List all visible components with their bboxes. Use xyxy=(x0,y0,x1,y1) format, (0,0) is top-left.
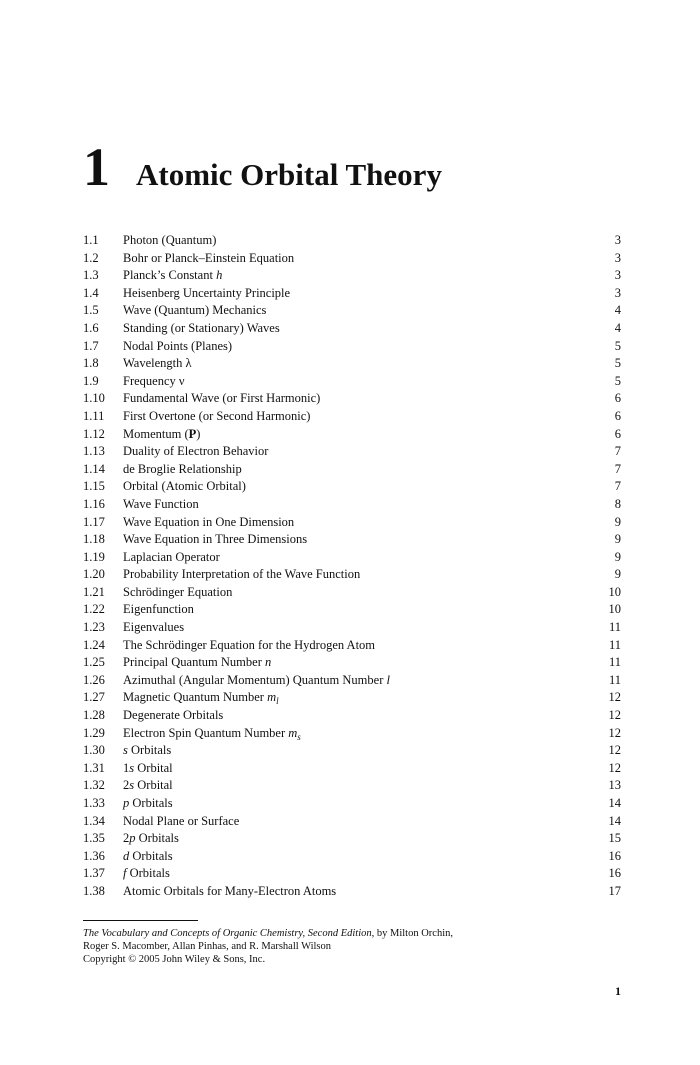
toc-page-number: 5 xyxy=(614,373,621,388)
toc-title-fragment: Wave Equation in Three Dimensions xyxy=(123,532,308,547)
toc-entry xyxy=(83,390,621,408)
toc-section-title xyxy=(123,250,591,268)
authors-line-1: , by Milton Orchin, xyxy=(371,928,454,939)
toc-section-number: 1.30 xyxy=(83,743,105,758)
toc-section-number: 1.1 xyxy=(83,233,99,247)
toc-section-number: 1.20 xyxy=(83,567,105,582)
toc-page-number: 11 xyxy=(608,637,621,652)
toc-page-number: 12 xyxy=(608,690,621,705)
toc-section-number: 1.21 xyxy=(83,584,105,599)
toc-title-fragment: s xyxy=(297,731,301,742)
toc-section-number: 1.2 xyxy=(83,250,99,265)
toc-page-number: 9 xyxy=(614,532,621,547)
toc-page-number: 12 xyxy=(608,725,621,740)
toc-title-fragment: Orbital xyxy=(134,760,173,775)
toc-title-fragment: p xyxy=(123,796,130,810)
toc-entry xyxy=(83,777,621,795)
toc-section-number: 1.38 xyxy=(83,883,105,898)
toc-section-number: 1.10 xyxy=(83,391,105,406)
toc-section-title xyxy=(123,830,591,848)
toc-section-title xyxy=(123,232,591,250)
toc-page-number: 16 xyxy=(608,848,621,863)
toc-title-fragment: Wave Equation in One Dimension xyxy=(123,514,295,529)
toc-title-fragment: s xyxy=(129,760,135,775)
toc-page-number: 14 xyxy=(608,813,621,828)
toc-title-fragment: Laplacian Operator xyxy=(123,549,220,564)
toc-section-title xyxy=(123,777,591,795)
toc-entry xyxy=(83,373,621,391)
toc-entry xyxy=(83,531,621,549)
toc-section-title xyxy=(123,478,591,496)
toc-title-fragment: Atomic Orbitals for Many-Electron Atoms xyxy=(123,883,337,898)
toc-section-title xyxy=(123,654,591,672)
toc-section-title xyxy=(123,408,591,426)
toc-section-title xyxy=(123,443,591,461)
toc-section-title xyxy=(123,760,591,778)
toc-page-number: 16 xyxy=(608,866,621,881)
toc-section-title xyxy=(123,373,591,391)
toc-entry xyxy=(83,496,621,514)
toc-entry xyxy=(83,672,621,690)
toc-section-number: 1.18 xyxy=(83,532,105,547)
book-edition: Second Edition xyxy=(307,928,372,939)
toc-title-fragment: Degenerate Orbitals xyxy=(123,708,224,723)
toc-title-fragment: Azimuthal (Angular Momentum) Quantum Number xyxy=(123,672,387,687)
toc-section-number: 1.7 xyxy=(83,338,99,353)
toc-entry xyxy=(83,760,621,778)
toc-entry xyxy=(83,637,621,655)
toc-entry xyxy=(83,619,621,637)
toc-page-number: 4 xyxy=(614,320,621,335)
toc-section-number: 1.9 xyxy=(83,373,99,388)
toc-section-title xyxy=(123,883,591,901)
toc-section-number: 1.24 xyxy=(83,637,105,652)
toc-section-number: 1.26 xyxy=(83,672,105,687)
toc-section-number: 1.23 xyxy=(83,620,105,635)
toc-entry xyxy=(83,302,621,320)
toc-page-number: 17 xyxy=(608,883,621,898)
toc-title-fragment: Orbital xyxy=(134,778,173,793)
toc-page-number: 7 xyxy=(614,444,621,459)
toc-title-fragment: de Broglie Relationship xyxy=(123,461,242,476)
toc-page-number: 12 xyxy=(608,743,621,758)
toc-section-title xyxy=(123,742,591,760)
toc-title-fragment: p xyxy=(129,831,136,846)
toc-section-number: 1.33 xyxy=(83,796,105,810)
toc-title-fragment: Magnetic Quantum Number xyxy=(123,690,268,705)
toc-entry xyxy=(83,689,621,707)
book-title: The Vocabulary and Concepts of Organic Chemistry, xyxy=(83,928,306,939)
toc-section-title xyxy=(123,848,591,866)
toc-section-number: 1.31 xyxy=(83,760,105,775)
toc-page-number: 11 xyxy=(608,672,621,687)
toc-section-number: 1.27 xyxy=(83,690,105,705)
toc-section-title xyxy=(123,619,591,637)
toc-page-number: 10 xyxy=(608,602,621,617)
toc-title-fragment: Frequency ν xyxy=(123,373,185,388)
toc-section-number: 1.28 xyxy=(83,708,105,723)
copyright-line: Copyright © 2005 John Wiley & Sons, Inc. xyxy=(83,954,266,965)
toc-title-fragment: s xyxy=(123,743,128,758)
toc-entry xyxy=(83,601,621,619)
toc-page-number: 13 xyxy=(608,778,621,793)
toc-title-fragment: Planck’s Constant xyxy=(123,268,217,283)
toc-title-fragment: The Schrödinger Equation for the Hydrogen Atom xyxy=(123,637,376,652)
toc-section-title xyxy=(123,689,591,707)
toc-section-number: 1.34 xyxy=(83,813,105,828)
toc-section-number: 1.37 xyxy=(83,866,105,881)
toc-entry xyxy=(83,725,621,743)
toc-page-number: 4 xyxy=(614,303,621,318)
toc-section-number: 1.11 xyxy=(83,408,105,423)
toc-section-number: 1.3 xyxy=(83,268,99,283)
toc-section-title xyxy=(123,566,591,584)
toc-section-title xyxy=(123,496,591,514)
toc-section-title xyxy=(123,813,591,831)
toc-page-number: 11 xyxy=(608,655,621,670)
toc-section-title xyxy=(123,707,591,725)
toc-entry xyxy=(83,865,621,883)
toc-title-fragment: f xyxy=(123,866,127,881)
chapter-heading xyxy=(83,137,442,197)
page-number: 1 xyxy=(615,984,621,998)
toc-entry xyxy=(83,478,621,496)
toc-page-number: 7 xyxy=(614,479,621,494)
toc-page-number: 14 xyxy=(608,796,621,810)
toc-title-fragment: h xyxy=(216,268,223,283)
toc-section-number: 1.25 xyxy=(83,655,105,670)
toc-section-title xyxy=(123,267,591,285)
toc-entry xyxy=(83,408,621,426)
toc-page-number: 12 xyxy=(608,760,621,775)
toc-title-fragment: Orbitals xyxy=(135,831,179,846)
toc-section-number: 1.32 xyxy=(83,778,105,793)
toc-section-number: 1.19 xyxy=(83,549,105,564)
toc-section-title xyxy=(123,390,591,408)
toc-page-number: 9 xyxy=(614,514,621,529)
toc-title-fragment: m xyxy=(267,690,277,705)
toc-section-title xyxy=(123,584,591,602)
toc-section-title xyxy=(123,302,591,320)
table-of-contents xyxy=(83,232,621,901)
authors-line-2: Roger S. Macomber, Allan Pinhas, and R. Marshall Wilson xyxy=(83,941,332,952)
toc-title-fragment: P xyxy=(188,426,197,441)
toc-section-title xyxy=(123,549,591,567)
toc-title-fragment: Fundamental Wave (or First Harmonic) xyxy=(123,391,321,406)
toc-title-fragment: Momentum ( xyxy=(123,426,189,441)
toc-title-fragment: d xyxy=(123,848,130,863)
toc-entry xyxy=(83,795,621,813)
toc-section-title xyxy=(123,514,591,532)
toc-title-fragment: Bohr or Planck–Einstein Equation xyxy=(123,250,295,265)
toc-section-title xyxy=(123,531,591,549)
toc-title-fragment: Wavelength λ xyxy=(123,356,192,371)
toc-section-title xyxy=(123,865,591,883)
toc-title-fragment: Photon (Quantum) xyxy=(123,233,217,247)
toc-page-number: 9 xyxy=(614,549,621,564)
toc-entry xyxy=(83,443,621,461)
toc-page-number: 3 xyxy=(614,268,621,283)
toc-entry xyxy=(83,250,621,268)
toc-page-number: 7 xyxy=(614,461,621,476)
toc-section-title xyxy=(123,338,591,356)
toc-page-number: 3 xyxy=(614,285,621,300)
toc-title-fragment: Nodal Plane or Surface xyxy=(123,813,240,828)
toc-title-fragment: s xyxy=(129,778,135,793)
toc-title-fragment: l xyxy=(386,672,390,687)
toc-section-number: 1.22 xyxy=(83,602,105,617)
toc-entry xyxy=(83,514,621,532)
toc-entry xyxy=(83,355,621,373)
toc-entry xyxy=(83,654,621,672)
toc-title-fragment: Nodal Points (Planes) xyxy=(123,338,233,353)
toc-section-number: 1.17 xyxy=(83,514,105,529)
toc-title-fragment: 2 xyxy=(123,831,130,846)
toc-section-number: 1.15 xyxy=(83,479,105,494)
toc-section-number: 1.14 xyxy=(83,461,105,476)
toc-title-fragment: Orbital (Atomic Orbital) xyxy=(123,479,246,494)
toc-section-number: 1.6 xyxy=(83,320,99,335)
footnote-line-1 xyxy=(83,927,623,940)
toc-title-fragment: m xyxy=(288,725,298,740)
toc-entry xyxy=(83,883,621,901)
toc-page-number: 12 xyxy=(608,708,621,723)
toc-page-number: 6 xyxy=(614,426,621,441)
toc-title-fragment: 1 xyxy=(123,760,130,775)
toc-entry xyxy=(83,584,621,602)
toc-section-title xyxy=(123,795,591,813)
toc-title-fragment: Standing (or Stationary) Waves xyxy=(123,320,280,335)
toc-entry xyxy=(83,813,621,831)
toc-entry xyxy=(83,549,621,567)
toc-title-fragment: Heisenberg Uncertainty Principle xyxy=(123,285,291,300)
toc-entry xyxy=(83,707,621,725)
toc-title-fragment: ) xyxy=(196,426,201,441)
toc-title-fragment: l xyxy=(276,696,279,707)
toc-section-title xyxy=(123,672,591,690)
toc-entry xyxy=(83,742,621,760)
toc-title-fragment: Principal Quantum Number xyxy=(123,655,265,670)
toc-title-fragment: Wave Function xyxy=(123,496,199,511)
toc-title-fragment: Eigenfunction xyxy=(123,602,194,617)
toc-section-number: 1.4 xyxy=(83,285,99,300)
toc-section-title xyxy=(123,725,591,743)
toc-entry xyxy=(83,848,621,866)
toc-section-title xyxy=(123,601,591,619)
toc-entry xyxy=(83,830,621,848)
chapter-title: Atomic Orbital Theory xyxy=(136,157,442,192)
chapter-number: 1 xyxy=(83,137,110,197)
toc-title-fragment: Eigenvalues xyxy=(123,620,185,635)
footnote xyxy=(83,927,623,966)
toc-section-number: 1.5 xyxy=(83,303,99,318)
toc-entry xyxy=(83,566,621,584)
toc-entry xyxy=(83,267,621,285)
toc-title-fragment: Electron Spin Quantum Number xyxy=(123,725,289,740)
toc-entry xyxy=(83,338,621,356)
toc-section-number: 1.16 xyxy=(83,496,105,511)
toc-page-number: 5 xyxy=(614,356,621,371)
toc-page-number: 10 xyxy=(608,584,621,599)
toc-section-number: 1.35 xyxy=(83,831,105,846)
toc-section-number: 1.8 xyxy=(83,356,99,371)
toc-title-fragment: Duality of Electron Behavior xyxy=(123,444,269,459)
toc-page-number: 8 xyxy=(614,496,621,511)
toc-title-fragment: Orbitals xyxy=(129,796,173,810)
toc-entry xyxy=(83,320,621,338)
toc-title-fragment: Probability Interpretation of the Wave Function xyxy=(123,567,361,582)
footnote-rule xyxy=(83,920,198,921)
toc-section-number: 1.36 xyxy=(83,848,105,863)
toc-page-number: 11 xyxy=(608,620,621,635)
toc-page-number: 3 xyxy=(614,233,621,247)
toc-section-title xyxy=(123,426,591,444)
toc-entry xyxy=(83,232,621,250)
toc-page-number: 6 xyxy=(614,391,621,406)
toc-page-number: 6 xyxy=(614,408,621,423)
toc-title-fragment: Wave (Quantum) Mechanics xyxy=(123,303,267,318)
toc-entry xyxy=(83,285,621,303)
toc-page-number: 9 xyxy=(614,567,621,582)
toc-page-number: 5 xyxy=(614,338,621,353)
toc-entry xyxy=(83,426,621,444)
toc-title-fragment: Schrödinger Equation xyxy=(123,584,233,599)
toc-title-fragment: n xyxy=(265,655,272,670)
toc-section-number: 1.13 xyxy=(83,444,105,459)
toc-title-fragment: Orbitals xyxy=(129,848,173,863)
toc-title-fragment: First Overtone (or Second Harmonic) xyxy=(123,408,311,423)
toc-section-number: 1.12 xyxy=(83,426,105,441)
toc-section-title xyxy=(123,461,591,479)
toc-section-title xyxy=(123,285,591,303)
toc-title-fragment: 2 xyxy=(123,778,130,793)
toc-section-title xyxy=(123,355,591,373)
toc-title-fragment: Orbitals xyxy=(127,743,172,758)
toc-page-number: 15 xyxy=(608,831,621,846)
toc-section-number: 1.29 xyxy=(83,725,105,740)
toc-entry xyxy=(83,461,621,479)
toc-section-title xyxy=(123,320,591,338)
toc-section-title xyxy=(123,637,591,655)
toc-title-fragment: Orbitals xyxy=(126,866,170,881)
toc-page-number: 3 xyxy=(614,250,621,265)
